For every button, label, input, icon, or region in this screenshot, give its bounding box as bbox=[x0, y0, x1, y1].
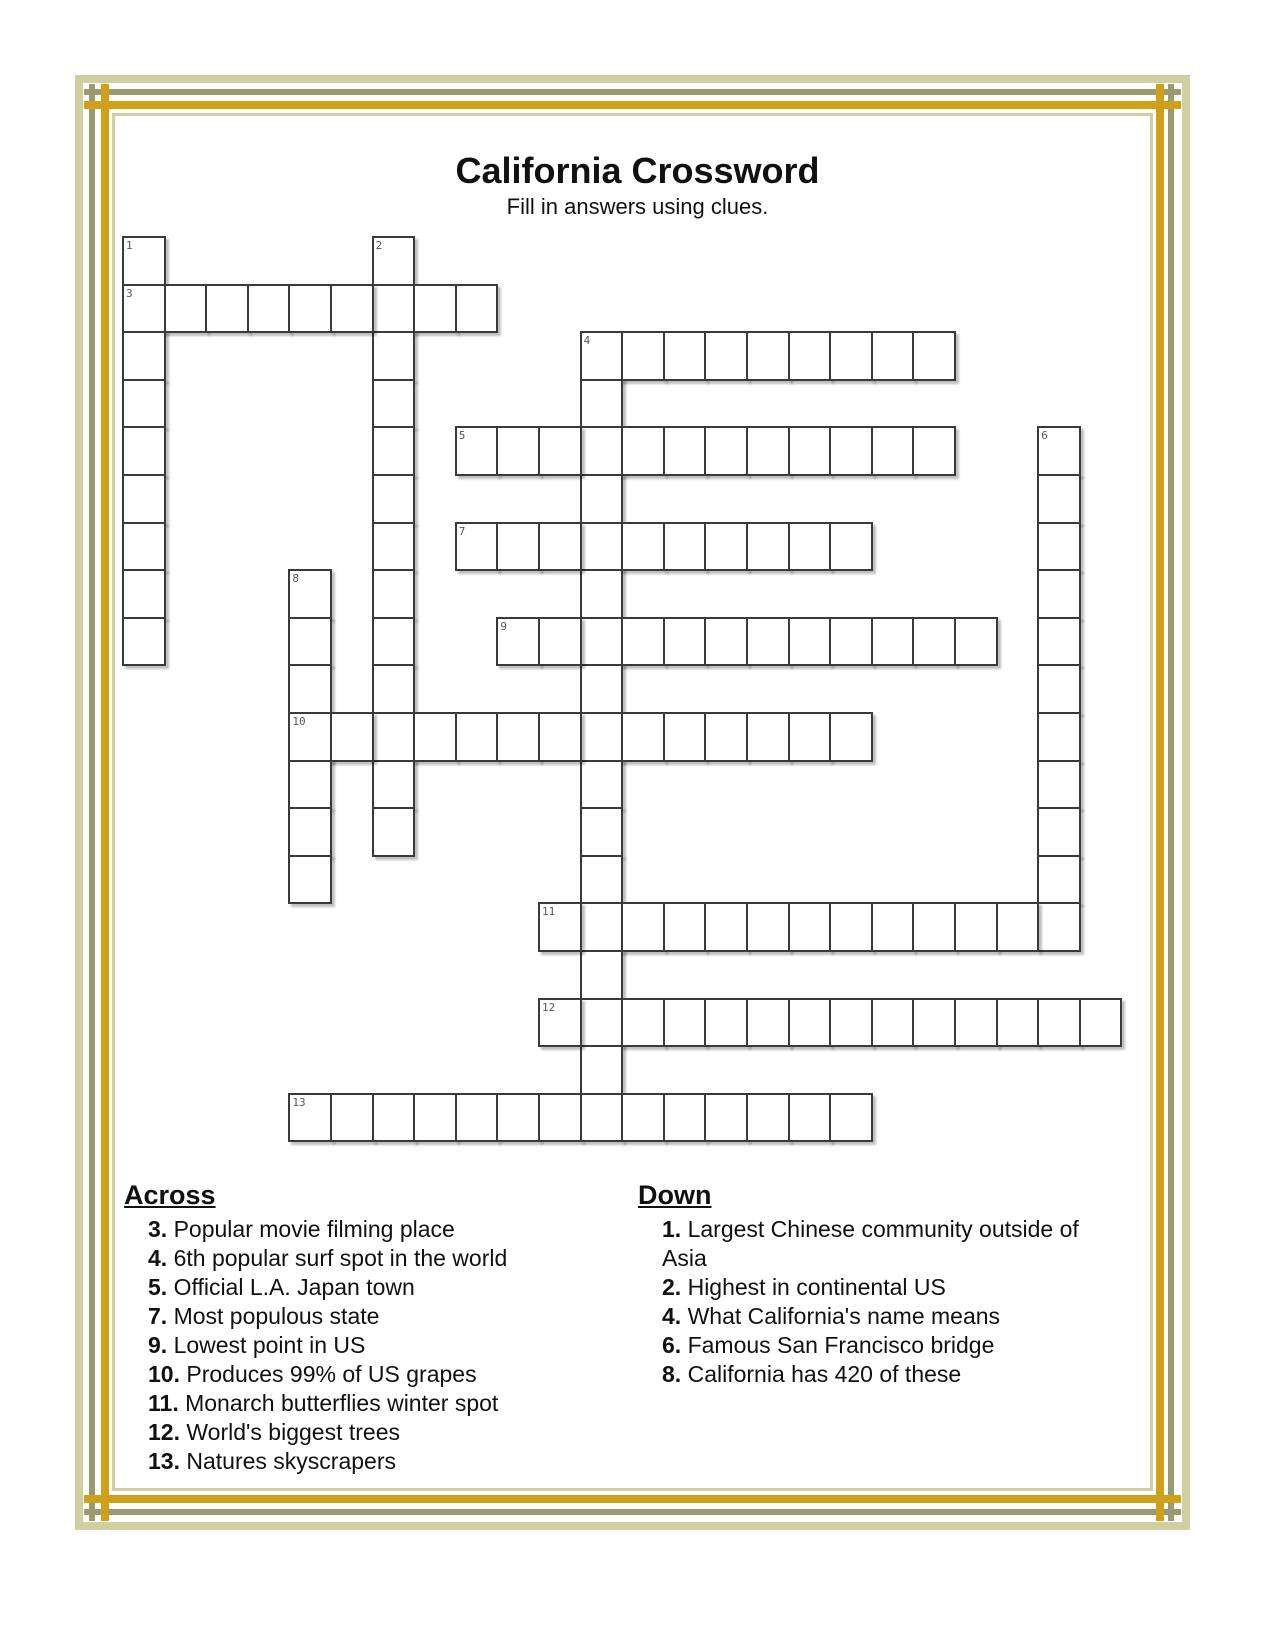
clue-number: 1. bbox=[662, 1216, 682, 1242]
crossword-cell[interactable] bbox=[580, 1045, 624, 1095]
crossword-cell[interactable] bbox=[1037, 617, 1081, 667]
crossword-cell[interactable] bbox=[1079, 998, 1123, 1048]
crossword-cell[interactable] bbox=[580, 950, 624, 1000]
crossword-cell[interactable] bbox=[663, 998, 707, 1048]
crossword-cell[interactable] bbox=[1037, 807, 1081, 857]
crossword-cell[interactable] bbox=[538, 426, 582, 476]
crossword-cell[interactable] bbox=[122, 569, 166, 619]
crossword-cell[interactable] bbox=[288, 807, 332, 857]
crossword-cell[interactable] bbox=[372, 379, 416, 429]
crossword-cell[interactable] bbox=[496, 522, 540, 572]
crossword-cell[interactable] bbox=[580, 617, 624, 667]
crossword-cell[interactable] bbox=[413, 1093, 457, 1143]
clue-number: 8. bbox=[662, 1361, 682, 1387]
cell-number: 3 bbox=[126, 286, 133, 300]
crossword-cell[interactable] bbox=[455, 1093, 499, 1143]
crossword-cell[interactable] bbox=[621, 1093, 665, 1143]
crossword-cell[interactable] bbox=[1037, 474, 1081, 524]
clue-text: Official L.A. Japan town bbox=[167, 1274, 415, 1300]
crossword-cell[interactable] bbox=[580, 1093, 624, 1143]
cell-number: 12 bbox=[542, 1000, 556, 1014]
clue-number: 3. bbox=[148, 1216, 168, 1242]
crossword-cell[interactable] bbox=[330, 1093, 374, 1143]
crossword-cell[interactable] bbox=[580, 379, 624, 429]
clue-text: Monarch butterflies winter spot bbox=[178, 1390, 499, 1416]
crossword-cell[interactable] bbox=[871, 426, 915, 476]
cell-number: 11 bbox=[542, 905, 556, 919]
crossword-cell[interactable] bbox=[871, 331, 915, 381]
crossword-cell[interactable] bbox=[954, 617, 998, 667]
crossword-cell[interactable] bbox=[580, 474, 624, 524]
across-heading: Across bbox=[124, 1180, 216, 1210]
crossword-cell[interactable] bbox=[1037, 998, 1081, 1048]
crossword-cell[interactable] bbox=[704, 331, 748, 381]
across-clue-list bbox=[124, 1215, 594, 1476]
crossword-cell[interactable] bbox=[746, 426, 790, 476]
clue-number: 5. bbox=[148, 1274, 168, 1300]
crossword-cell[interactable] bbox=[455, 522, 499, 572]
crossword-cell[interactable] bbox=[580, 855, 624, 905]
crossword-cell[interactable] bbox=[122, 379, 166, 429]
crossword-cell[interactable] bbox=[1037, 712, 1081, 762]
crossword-cell[interactable] bbox=[580, 712, 624, 762]
clue-number: 4. bbox=[148, 1245, 168, 1271]
clue-number: 2. bbox=[662, 1274, 682, 1300]
crossword-cell[interactable] bbox=[829, 522, 873, 572]
down-clue bbox=[662, 1360, 1128, 1389]
across-clue bbox=[148, 1302, 594, 1331]
crossword-cell[interactable] bbox=[954, 902, 998, 952]
crossword-cell[interactable] bbox=[580, 760, 624, 810]
clue-text: 6th popular surf spot in the world bbox=[167, 1245, 508, 1271]
crossword-cell[interactable] bbox=[496, 426, 540, 476]
crossword-cell[interactable] bbox=[372, 331, 416, 381]
crossword-cell[interactable] bbox=[122, 236, 166, 286]
crossword-cell[interactable] bbox=[663, 331, 707, 381]
crossword-cell[interactable] bbox=[871, 998, 915, 1048]
crossword-cell[interactable] bbox=[330, 712, 374, 762]
crossword-cell[interactable] bbox=[829, 426, 873, 476]
crossword-cell[interactable] bbox=[1037, 426, 1081, 476]
crossword-cell[interactable] bbox=[580, 426, 624, 476]
clue-text: Largest Chinese community outside of Asia bbox=[662, 1216, 1079, 1271]
crossword-cell[interactable] bbox=[1037, 569, 1081, 619]
crossword-cell[interactable] bbox=[663, 1093, 707, 1143]
cell-number: 10 bbox=[292, 715, 306, 728]
crossword-cell[interactable] bbox=[871, 617, 915, 667]
crossword-cell[interactable] bbox=[704, 1093, 748, 1143]
clue-text: Produces 99% of US grapes bbox=[179, 1361, 477, 1387]
crossword-cell[interactable] bbox=[704, 522, 748, 572]
crossword-cell[interactable] bbox=[372, 712, 416, 762]
crossword-cell[interactable] bbox=[621, 331, 665, 381]
crossword-cell[interactable] bbox=[122, 617, 166, 667]
crossword-cell[interactable] bbox=[912, 998, 956, 1048]
clue-number: 12. bbox=[148, 1419, 180, 1445]
clue-number: 7. bbox=[148, 1303, 168, 1329]
crossword-cell[interactable] bbox=[288, 760, 332, 810]
crossword-cell[interactable] bbox=[829, 331, 873, 381]
cell-number: 5 bbox=[458, 429, 466, 443]
crossword-cell[interactable] bbox=[746, 617, 790, 667]
cell-number: 6 bbox=[1041, 429, 1048, 443]
crossword-cell[interactable] bbox=[788, 522, 832, 572]
across-clue bbox=[148, 1389, 594, 1418]
crossword-cell[interactable] bbox=[538, 1093, 582, 1143]
clue-text: Most populous state bbox=[167, 1303, 380, 1329]
crossword-cell[interactable] bbox=[538, 522, 582, 572]
crossword-cell[interactable] bbox=[746, 712, 790, 762]
down-clues bbox=[638, 1180, 1128, 1389]
crossword-cell[interactable] bbox=[122, 522, 166, 572]
crossword-cell[interactable] bbox=[912, 426, 956, 476]
crossword-cell[interactable] bbox=[663, 712, 707, 762]
across-clue bbox=[148, 1273, 594, 1302]
crossword-cell[interactable] bbox=[372, 426, 416, 476]
crossword-cell[interactable] bbox=[455, 712, 499, 762]
crossword-cell[interactable] bbox=[372, 617, 416, 667]
crossword-cell[interactable] bbox=[288, 617, 332, 667]
cell-number: 4 bbox=[583, 334, 591, 348]
crossword-cell[interactable] bbox=[621, 998, 665, 1048]
cell-number: 13 bbox=[292, 1095, 306, 1109]
crossword-cell[interactable] bbox=[996, 998, 1040, 1048]
clue-text: Famous San Francisco bridge bbox=[681, 1332, 995, 1358]
clue-text: Lowest point in US bbox=[167, 1332, 366, 1358]
across-clue bbox=[148, 1244, 594, 1273]
crossword-cell[interactable] bbox=[746, 1093, 790, 1143]
crossword-cell[interactable] bbox=[912, 617, 956, 667]
crossword-cell[interactable] bbox=[663, 902, 707, 952]
crossword-cell[interactable] bbox=[580, 522, 624, 572]
across-clue bbox=[148, 1418, 594, 1447]
crossword-cell[interactable] bbox=[164, 284, 208, 334]
crossword-cell[interactable] bbox=[580, 902, 624, 952]
crossword-cell[interactable] bbox=[372, 284, 416, 334]
crossword-cell[interactable] bbox=[538, 998, 582, 1048]
crossword-cell[interactable] bbox=[704, 426, 748, 476]
crossword-cell[interactable] bbox=[871, 902, 915, 952]
crossword-cell[interactable] bbox=[580, 998, 624, 1048]
page-subtitle: Fill in answers using clues. bbox=[506, 194, 769, 219]
crossword-cell[interactable] bbox=[122, 284, 166, 334]
clue-number: 9. bbox=[148, 1332, 168, 1358]
crossword-cell[interactable] bbox=[829, 617, 873, 667]
clue-number: 4. bbox=[662, 1303, 682, 1329]
crossword-cell[interactable] bbox=[954, 998, 998, 1048]
crossword-cell[interactable] bbox=[496, 1093, 540, 1143]
crossword-cell[interactable] bbox=[621, 522, 665, 572]
crossword-cell[interactable] bbox=[788, 426, 832, 476]
clue-text: California has 420 of these bbox=[681, 1361, 962, 1387]
crossword-cell[interactable] bbox=[122, 474, 166, 524]
crossword-cell[interactable] bbox=[538, 712, 582, 762]
crossword-cell[interactable] bbox=[788, 902, 832, 952]
cell-number: 1 bbox=[126, 239, 133, 252]
cell-number: 7 bbox=[458, 524, 466, 538]
crossword-cell[interactable] bbox=[372, 664, 416, 714]
crossword-cell[interactable] bbox=[122, 331, 166, 381]
crossword-cell[interactable] bbox=[996, 902, 1040, 952]
crossword-cell[interactable] bbox=[288, 855, 332, 905]
crossword-cell[interactable] bbox=[788, 998, 832, 1048]
crossword-cell[interactable] bbox=[288, 712, 332, 762]
cell-number: 2 bbox=[375, 239, 383, 252]
crossword-cell[interactable] bbox=[496, 712, 540, 762]
down-clue-list bbox=[638, 1215, 1128, 1389]
crossword-cell[interactable] bbox=[372, 474, 416, 524]
crossword-cell[interactable] bbox=[288, 1093, 332, 1143]
crossword-cell[interactable] bbox=[621, 617, 665, 667]
crossword-cell[interactable] bbox=[1037, 760, 1081, 810]
crossword-cell[interactable] bbox=[829, 998, 873, 1048]
crossword-cell[interactable] bbox=[704, 712, 748, 762]
crossword-cell[interactable] bbox=[372, 236, 416, 286]
clue-number: 10. bbox=[148, 1361, 180, 1387]
crossword-cell[interactable] bbox=[288, 664, 332, 714]
down-clue bbox=[662, 1273, 1128, 1302]
crossword-cell[interactable] bbox=[788, 712, 832, 762]
crossword-cell[interactable] bbox=[372, 760, 416, 810]
crossword-cell[interactable] bbox=[122, 426, 166, 476]
crossword-cell[interactable] bbox=[496, 617, 540, 667]
crossword-cell[interactable] bbox=[538, 617, 582, 667]
cell-number: 9 bbox=[500, 619, 508, 633]
clue-number: 6. bbox=[662, 1332, 682, 1358]
crossword-cell[interactable] bbox=[247, 284, 291, 334]
crossword-cell[interactable] bbox=[621, 712, 665, 762]
crossword-cell[interactable] bbox=[1037, 855, 1081, 905]
down-heading: Down bbox=[638, 1180, 712, 1210]
crossword-cell[interactable] bbox=[912, 331, 956, 381]
crossword-cell[interactable] bbox=[746, 902, 790, 952]
clue-number: 13. bbox=[148, 1448, 180, 1474]
across-clue bbox=[148, 1447, 594, 1476]
crossword-cell[interactable] bbox=[663, 617, 707, 667]
crossword-cell[interactable] bbox=[746, 331, 790, 381]
crossword-cell[interactable] bbox=[372, 522, 416, 572]
cell-number: 8 bbox=[292, 572, 300, 586]
clue-text: World's biggest trees bbox=[179, 1419, 400, 1445]
crossword-cell[interactable] bbox=[580, 331, 624, 381]
down-clue bbox=[662, 1215, 1128, 1273]
crossword-cell[interactable] bbox=[372, 1093, 416, 1143]
crossword-cell[interactable] bbox=[621, 426, 665, 476]
crossword-cell[interactable] bbox=[829, 1093, 873, 1143]
across-clue bbox=[148, 1360, 594, 1389]
crossword-cell[interactable] bbox=[746, 998, 790, 1048]
clue-text: Highest in continental US bbox=[681, 1274, 946, 1300]
crossword-cell[interactable] bbox=[580, 807, 624, 857]
crossword-cell[interactable] bbox=[1037, 902, 1081, 952]
crossword-cell[interactable] bbox=[288, 284, 332, 334]
crossword-cell[interactable] bbox=[704, 617, 748, 667]
crossword-cell[interactable] bbox=[413, 284, 457, 334]
crossword-cell[interactable] bbox=[455, 284, 499, 334]
crossword-cell[interactable] bbox=[621, 902, 665, 952]
crossword-cell[interactable] bbox=[455, 426, 499, 476]
crossword-cell[interactable] bbox=[1037, 664, 1081, 714]
crossword-cell[interactable] bbox=[663, 426, 707, 476]
across-clue bbox=[148, 1331, 594, 1360]
crossword-cell[interactable] bbox=[829, 712, 873, 762]
crossword-cell[interactable] bbox=[788, 1093, 832, 1143]
crossword-cell[interactable] bbox=[372, 569, 416, 619]
crossword-cell[interactable] bbox=[538, 902, 582, 952]
crossword-cell[interactable] bbox=[372, 807, 416, 857]
crossword-cell[interactable] bbox=[746, 522, 790, 572]
crossword-cell[interactable] bbox=[413, 712, 457, 762]
crossword-cell[interactable] bbox=[580, 569, 624, 619]
crossword-cell[interactable] bbox=[912, 902, 956, 952]
across-clue bbox=[148, 1215, 594, 1244]
crossword-cell[interactable] bbox=[580, 664, 624, 714]
crossword-cell[interactable] bbox=[205, 284, 249, 334]
across-clues bbox=[124, 1180, 594, 1476]
crossword-cell[interactable] bbox=[829, 902, 873, 952]
crossword-cell[interactable] bbox=[330, 284, 374, 334]
page-title: California Crossword bbox=[455, 150, 820, 191]
down-clue bbox=[662, 1331, 1128, 1360]
down-clue bbox=[662, 1302, 1128, 1331]
crossword-cell[interactable] bbox=[1037, 522, 1081, 572]
crossword-cell[interactable] bbox=[704, 998, 748, 1048]
crossword-cell[interactable] bbox=[788, 617, 832, 667]
crossword-cell[interactable] bbox=[788, 331, 832, 381]
crossword-cell[interactable] bbox=[288, 569, 332, 619]
crossword-cell[interactable] bbox=[663, 522, 707, 572]
clue-text: Natures skyscrapers bbox=[179, 1448, 396, 1474]
crossword-cell[interactable] bbox=[704, 902, 748, 952]
clue-text: What California's name means bbox=[681, 1303, 1001, 1329]
clue-number: 11. bbox=[148, 1390, 179, 1416]
clue-text: Popular movie filming place bbox=[167, 1216, 455, 1242]
